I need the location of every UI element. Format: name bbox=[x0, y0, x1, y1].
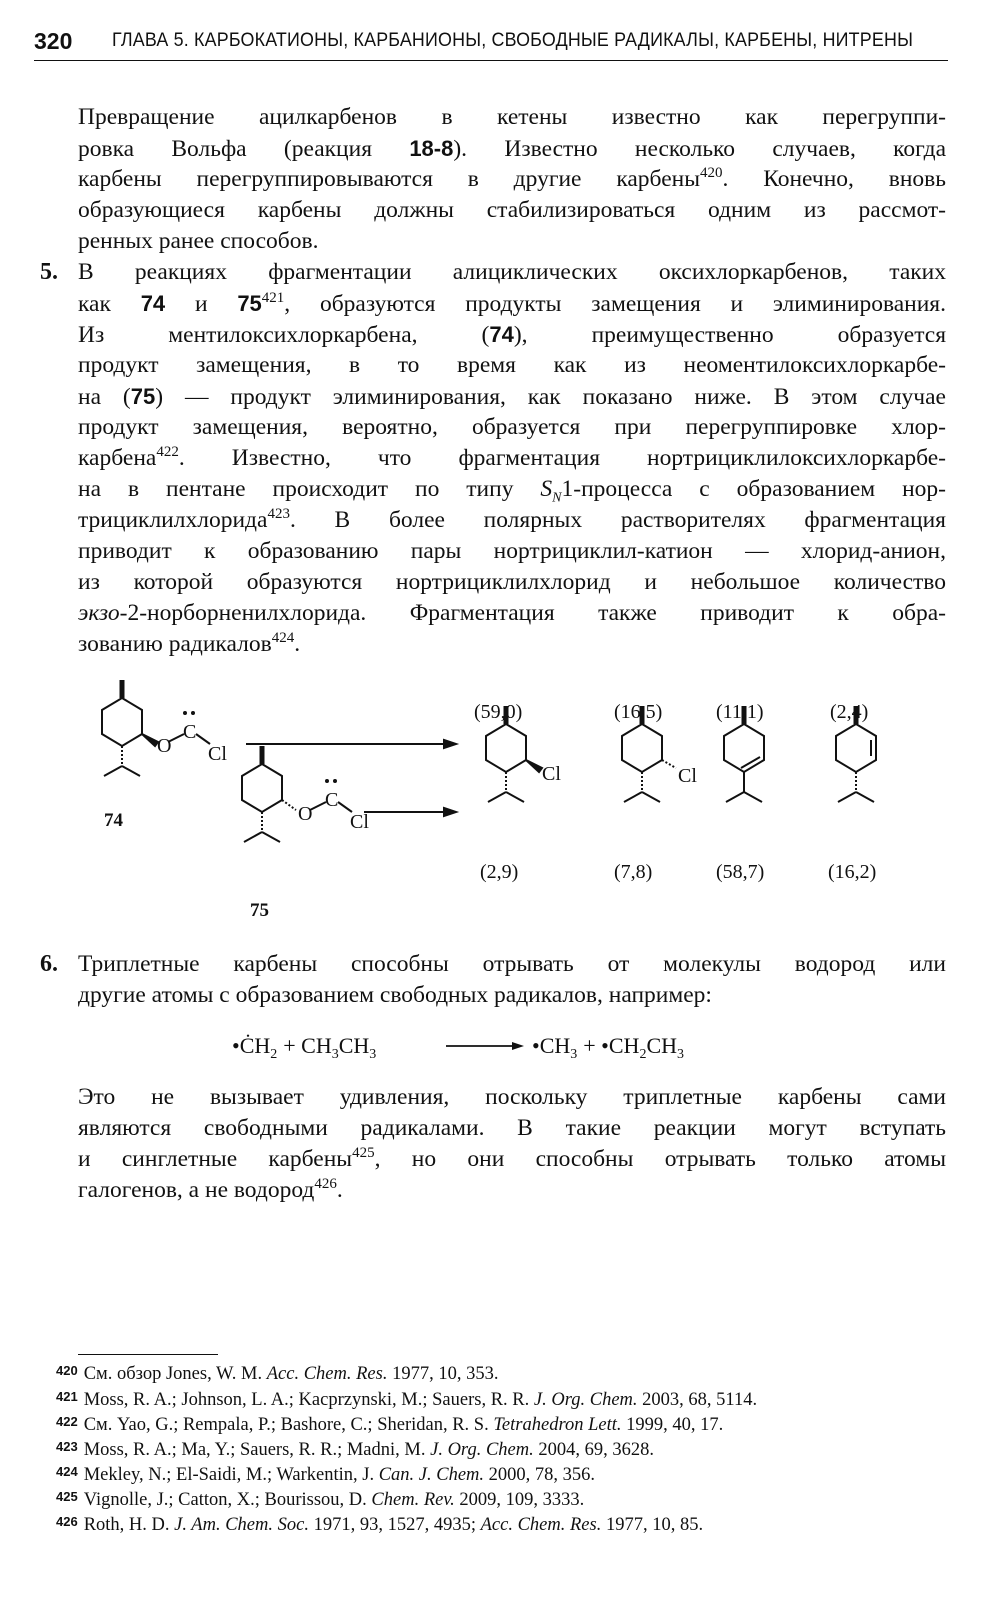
footnote-ref: 420 bbox=[700, 165, 723, 181]
footnote: $^{421}$ Moss, R. A.; Johnson, L. A.; Kacprzynski, M.; Sauers, R. R. J. Org. Chem. 2003, 68, 5114. bbox=[56, 1389, 758, 1410]
text-line: экзо-2-норборненилхлорида. Фрагментация также приводит к обра- bbox=[78, 600, 946, 626]
footnote: $^{423}$ Moss, R. A.; Ma, Y.; Sauers, R. R.; Madni, M. J. Org. Chem. 2004, 69, 3628. bbox=[56, 1439, 654, 1460]
text-line: на в пентане происходит по типу $S_N1$-процесса с образованием нор- bbox=[78, 476, 946, 506]
text-line: ренных ранее способов. bbox=[78, 228, 319, 254]
text-line: галогенов, а не водород$^{426}$. bbox=[78, 1176, 343, 1203]
yield-label: (2,9) bbox=[480, 861, 519, 883]
text-line: на (75) — продукт элиминирования, как показано ниже. В этом случае bbox=[78, 384, 946, 410]
footnote: $^{420}$ См. обзор Jones, W. M. Acc. Chem. Res. 1977, 10, 353. bbox=[56, 1363, 499, 1384]
item-number: 5. bbox=[40, 259, 58, 285]
text-line: карбены перегруппировываются в другие карбены$^{420}$. Конечно, вновь bbox=[78, 165, 946, 192]
text-line: продукт замещения, вероятно, образуется при перегруппировке хлор- bbox=[78, 414, 946, 440]
footnote: $^{422}$ См. Yao, G.; Rempala, P.; Bashore, C.; Sheridan, R. S. Tetrahedron Lett. 1999, 40, 17. bbox=[56, 1414, 724, 1435]
yield-label: (16,5) bbox=[614, 701, 663, 723]
svg-text:•ĊH2+ CH3CH3: $•ĊH_2 + CH_3CH_3$ bbox=[232, 1033, 377, 1062]
running-head: ГЛАВА 5. КАРБОКАТИОНЫ, КАРБАНИОНЫ, СВОБОДНЫЕ РАДИКАЛЫ, КАРБЕНЫ, НИТРЕНЫ bbox=[112, 30, 914, 51]
text-line: трициклилхлорида$^{423}$. В более полярных растворителях фрагментация bbox=[78, 506, 946, 533]
compound-label-75: 75 bbox=[250, 900, 269, 921]
equation bbox=[0, 1025, 1006, 1065]
paragraph-item-6 bbox=[78, 949, 946, 1011]
chlorine-atom: Cl bbox=[350, 811, 369, 833]
compound-label-74: 74 bbox=[104, 810, 123, 831]
yield-label: (59,0) bbox=[474, 701, 523, 723]
text-line: приводит к образованию пары нортрициклил-катион — хлорид-анион, bbox=[78, 538, 946, 564]
text-line: и синглетные карбены$^{425}$, но они способны отрывать только атомы bbox=[78, 1145, 946, 1172]
carbene-carbon: C bbox=[183, 721, 197, 743]
text-line: как 74 и $75^{421}$, образуются продукты замещения и элиминирования. bbox=[78, 290, 946, 317]
paragraph-singlet bbox=[78, 1082, 946, 1206]
footnote-rule bbox=[78, 1354, 218, 1355]
reaction-ref: 18-8 bbox=[409, 136, 454, 161]
chlorine-atom: Cl bbox=[208, 743, 227, 765]
oxygen-atom: O bbox=[298, 803, 313, 825]
yield-label: (2,4) bbox=[830, 701, 869, 723]
text-line: из которой образуются нортрициклилхлорид и небольшое количество bbox=[78, 569, 946, 595]
page-header bbox=[34, 26, 948, 61]
footnote: $^{424}$ Mekley, N.; El-Saidi, M.; Warkentin, J. Can. J. Chem. 2000, 78, 356. bbox=[56, 1464, 596, 1485]
text-line: Это не вызывает удивления, поскольку триплетные карбены сами bbox=[78, 1084, 946, 1110]
yield-label: (58,7) bbox=[716, 861, 765, 883]
text-line: являются свободными радикалами. В такие реакции могут вступать bbox=[78, 1115, 946, 1141]
oxygen-atom: O bbox=[157, 735, 172, 757]
paragraph-wolff bbox=[78, 102, 946, 257]
chlorine-atom: Cl bbox=[542, 763, 561, 785]
text-line: Из ментилоксихлоркарбена, (74), преимущественно образуется bbox=[78, 322, 946, 348]
yield-label: (11,1) bbox=[716, 701, 764, 723]
text-line: ровка Вольфа (реакция 18-8). Известно несколько случаев, когда bbox=[78, 136, 947, 162]
text-line: продукт замещения, в то время как из неоментилоксихлоркарбе- bbox=[78, 352, 946, 378]
text-line: карбена$^{422}$. Известно, что фрагментация нортрициклилоксихлоркарбе- bbox=[78, 444, 946, 471]
text-line: Триплетные карбены способны отрывать от молекулы водород или bbox=[78, 951, 946, 977]
chlorine-atom: Cl bbox=[678, 765, 697, 787]
text-line: Превращение ацилкарбенов в кетены известно как перегруппи- bbox=[78, 104, 946, 130]
carbene-carbon: C bbox=[325, 789, 339, 811]
reaction-scheme bbox=[0, 670, 1006, 930]
text-line: В реакциях фрагментации алициклических оксихлоркарбенов, таких bbox=[78, 259, 946, 285]
item-number: 6. bbox=[40, 951, 58, 977]
paragraph-item-5 bbox=[78, 257, 946, 660]
footnote: $^{425}$ Vignolle, J.; Catton, X.; Bourissou, D. Chem. Rev. 2009, 109, 3333. bbox=[56, 1489, 585, 1510]
yield-label: (7,8) bbox=[614, 861, 653, 883]
text-line: другие атомы с образованием свободных радикалов, например: bbox=[78, 982, 712, 1008]
page-number: 320 bbox=[34, 28, 73, 54]
svg-text:•CH3+ •CH2CH3: $•CH_3$ + $•CH_2CH_3$ bbox=[532, 1033, 684, 1062]
footnote: $^{426}$ Roth, H. D. J. Am. Chem. Soc. 1971, 93, 1527, 4935; Acc. Chem. Res. 1977, 10, 85. bbox=[56, 1514, 704, 1535]
text-line: зованию радикалов$^{424}$. bbox=[78, 630, 301, 657]
text-line: образующиеся карбены должны стабилизироваться одним из рассмот- bbox=[78, 197, 946, 223]
yield-label: (16,2) bbox=[828, 861, 877, 883]
